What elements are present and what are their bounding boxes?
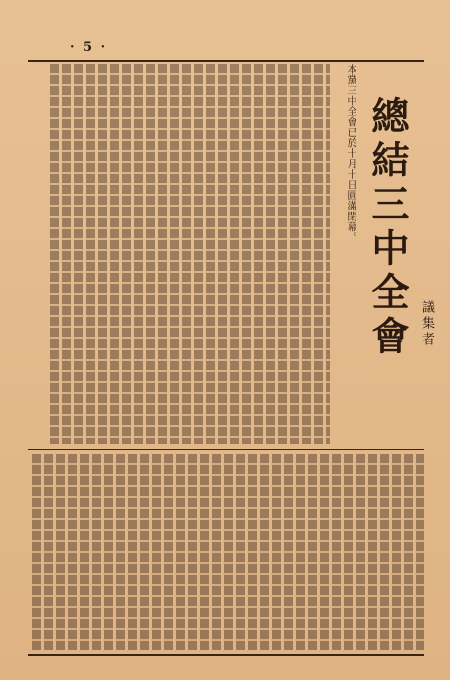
middle-rule — [28, 449, 424, 450]
article-lead-column: 本黨三中全會已於十月十日圓滿閉幕。 — [345, 64, 356, 243]
article-title: 總結三中全會 — [365, 96, 410, 360]
bottom-rule — [28, 654, 424, 656]
article-author: 議集者 — [419, 300, 434, 348]
top-rule — [28, 60, 424, 62]
page-number: · 5 · — [70, 40, 108, 55]
